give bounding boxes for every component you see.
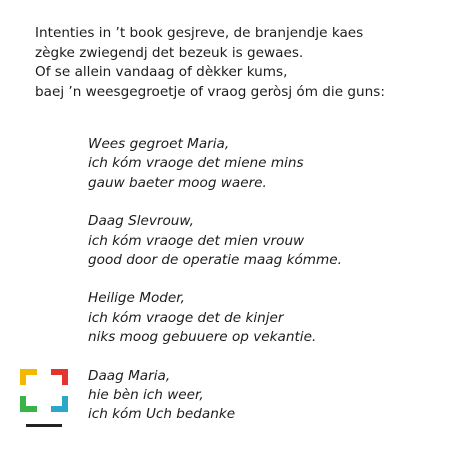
intro-line: Of se allein vandaag of dèkker kums, bbox=[35, 64, 288, 80]
poem-line: Wees gegroet Maria, bbox=[88, 136, 230, 152]
poem-line: hie bèn ich weer, bbox=[88, 387, 204, 404]
poem-stanza bbox=[88, 367, 438, 423]
poem-line: ich kóm vraoge det de kinjer bbox=[88, 309, 284, 326]
logo-corner-bottom-left bbox=[20, 396, 37, 412]
logo-corner-top-right bbox=[51, 369, 68, 385]
poem-line: Daag Maria, bbox=[88, 367, 171, 384]
intro-paragraph bbox=[35, 24, 445, 102]
poem bbox=[88, 135, 438, 423]
intro-line: Intenties in ’t book gesjreve, de branjendje kaes bbox=[35, 25, 364, 41]
poem-stanza bbox=[88, 212, 438, 270]
intro-line: baej ’n weesgegroetje of vraog geròsj óm die guns: bbox=[35, 83, 385, 100]
poem-stanza bbox=[88, 289, 438, 347]
poem-stanza bbox=[88, 135, 438, 193]
logo-underline bbox=[26, 424, 62, 427]
poem-line: gauw baeter moog waere. bbox=[88, 174, 267, 191]
poem-line: Daag Slevrouw, bbox=[88, 213, 194, 230]
poem-line: ich kóm Uch bedanke bbox=[88, 406, 236, 423]
logo-corner-top-left bbox=[20, 369, 37, 385]
logo-corner-bottom-right bbox=[51, 396, 68, 412]
poem-line: ich kóm vraoge det miene mins bbox=[88, 155, 304, 172]
intro-line: zègke zwiegendj det bezeuk is gewaes. bbox=[35, 44, 304, 61]
brand-logo-icon[interactable] bbox=[17, 366, 73, 432]
poem-line: good door de operatie maag kómme. bbox=[88, 252, 342, 269]
poem-line: niks moog gebuuere op vekantie. bbox=[88, 329, 317, 346]
poem-line: Heilige Moder, bbox=[88, 290, 185, 307]
poem-line: ich kóm vraoge det mien vrouw bbox=[88, 232, 305, 249]
